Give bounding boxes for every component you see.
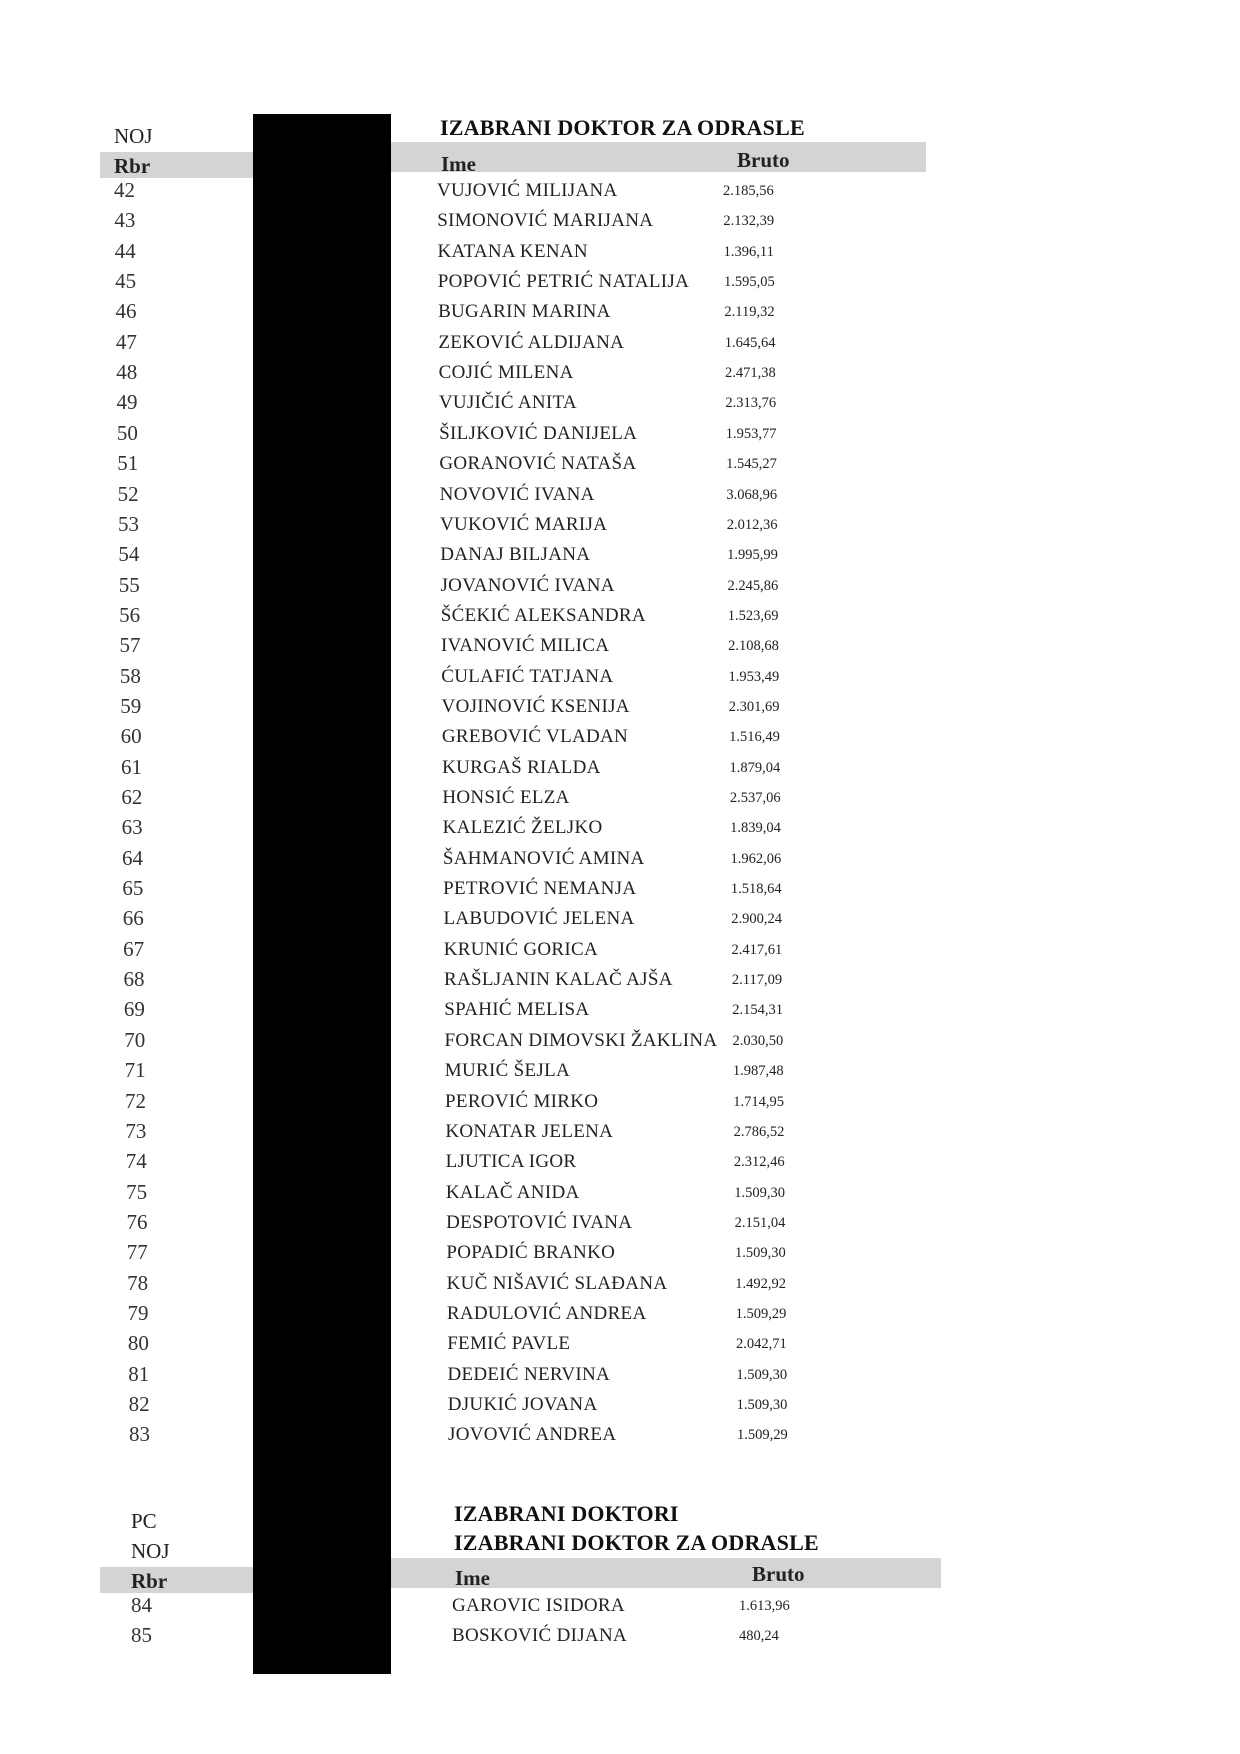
row-ime: ŠILJKOVIĆ DANIJELA [439, 422, 638, 444]
row-bruto: 1.509,30 [736, 1366, 788, 1383]
row-ime: KUČ NIŠAVIĆ SLAĐANA [446, 1272, 668, 1294]
row-bruto: 2.786,52 [733, 1123, 785, 1140]
row-bruto: 1.613,96 [739, 1598, 790, 1614]
row-rbr: 47 [115, 329, 137, 354]
section2-label-pc: PC [131, 1509, 157, 1533]
row-bruto: 1.509,29 [737, 1427, 788, 1444]
row-ime: RADULOVIĆ ANDREA [446, 1302, 647, 1324]
row-rbr: 55 [118, 572, 140, 597]
row-rbr: 46 [115, 299, 137, 324]
row-rbr: 51 [117, 451, 139, 476]
row-rbr: 43 [114, 208, 136, 233]
row-bruto: 1.645,64 [724, 334, 776, 351]
row-bruto: 2.417,61 [731, 941, 783, 958]
row-rbr: 60 [120, 724, 142, 749]
row-bruto: 2.471,38 [725, 365, 776, 382]
row-bruto: 1.953,49 [728, 668, 780, 685]
row-rbr: 84 [131, 1593, 152, 1617]
row-bruto: 2.151,04 [734, 1214, 786, 1231]
row-rbr: 85 [131, 1623, 152, 1647]
row-rbr: 66 [122, 906, 144, 931]
section1-col-bruto: Bruto [737, 148, 790, 172]
row-ime: ŠĆEKIĆ ALEKSANDRA [440, 604, 646, 626]
row-ime: PEROVIĆ MIRKO [445, 1090, 599, 1112]
row-ime: KALAČ ANIDA [445, 1181, 580, 1203]
row-bruto: 1.962,06 [730, 850, 782, 867]
row-bruto: 2.301,69 [728, 698, 780, 715]
row-rbr: 68 [123, 967, 145, 992]
row-ime: ĆULAFIĆ TATJANA [441, 665, 614, 687]
row-rbr: 58 [119, 663, 141, 688]
row-bruto: 1.509,30 [736, 1397, 788, 1413]
row-bruto: 1.523,69 [727, 607, 779, 624]
row-rbr: 69 [123, 997, 145, 1022]
row-bruto: 2.185,56 [723, 183, 774, 199]
row-rbr: 52 [117, 481, 139, 506]
row-bruto: 1.714,95 [733, 1093, 784, 1110]
row-ime: MURIĆ ŠEJLA [444, 1060, 570, 1082]
row-bruto: 1.879,04 [729, 759, 781, 776]
row-ime: HONSIĆ ELZA [442, 787, 570, 808]
row-rbr: 82 [128, 1392, 150, 1416]
row-rbr: 74 [125, 1149, 147, 1174]
section2-title-2: IZABRANI DOKTOR ZA ODRASLE [454, 1530, 819, 1555]
row-ime: DESPOTOVIĆ IVANA [446, 1211, 633, 1233]
row-bruto: 1.509,29 [735, 1305, 787, 1322]
row-ime: SPAHIĆ MELISA [444, 999, 590, 1021]
row-ime: SIMONOVIĆ MARIJANA [437, 210, 654, 232]
section2-col-rbr: Rbr [131, 1569, 168, 1593]
row-ime: RAŠLJANIN KALAČ AJŠA [443, 969, 673, 991]
section2-header-bar-left [100, 1567, 253, 1593]
row-rbr: 56 [119, 602, 141, 627]
row-bruto: 1.518,64 [730, 881, 782, 898]
row-rbr: 64 [122, 845, 144, 870]
row-bruto: 3.068,96 [726, 486, 778, 503]
row-bruto: 1.545,27 [726, 456, 777, 473]
row-bruto: 1.492,92 [735, 1275, 787, 1292]
row-rbr: 75 [126, 1179, 148, 1204]
row-ime: VUKOVIĆ MARIJA [439, 513, 608, 535]
row-bruto: 2.119,32 [724, 304, 775, 321]
row-bruto: 2.154,31 [732, 1002, 783, 1019]
row-rbr: 53 [118, 511, 140, 536]
row-rbr: 76 [126, 1209, 148, 1234]
row-ime: NOVOVIĆ IVANA [439, 483, 595, 505]
row-bruto: 2.900,24 [731, 911, 782, 928]
row-ime: VUJIČIĆ ANITA [438, 392, 577, 414]
row-rbr: 59 [120, 693, 142, 718]
row-bruto: 2.012,36 [726, 516, 778, 533]
redaction-bar [253, 114, 391, 1674]
row-bruto: 2.030,50 [732, 1032, 784, 1049]
row-rbr: 62 [121, 785, 143, 809]
row-ime: KALEZIĆ ŽELJKO [442, 817, 603, 839]
row-rbr: 79 [127, 1300, 149, 1325]
section1-col-rbr: Rbr [114, 154, 151, 178]
row-ime: KURGAŠ RIALDA [442, 756, 601, 778]
row-rbr: 73 [125, 1118, 147, 1143]
row-ime: KONATAR JELENA [445, 1120, 614, 1142]
row-rbr: 50 [116, 420, 138, 445]
row-rbr: 78 [127, 1270, 149, 1295]
row-bruto: 2.312,46 [733, 1154, 785, 1171]
row-ime: POPOVIĆ PETRIĆ NATALIJA [437, 271, 690, 293]
row-ime: JOVOVIĆ ANDREA [448, 1424, 617, 1446]
row-rbr: 54 [118, 542, 140, 567]
row-ime: DANAJ BILJANA [440, 544, 591, 566]
row-ime: FORCAN DIMOVSKI ŽAKLINA [444, 1029, 718, 1051]
row-bruto: 2.042,71 [735, 1336, 787, 1353]
row-bruto: 1.987,48 [732, 1063, 784, 1080]
row-rbr: 63 [121, 815, 143, 840]
row-ime: BUGARIN MARINA [438, 301, 611, 323]
row-bruto: 2.313,76 [725, 395, 777, 412]
row-bruto: 2.245,86 [727, 577, 779, 594]
row-ime: PETROVIĆ NEMANJA [443, 878, 637, 900]
row-ime: LJUTICA IGOR [445, 1151, 577, 1173]
row-rbr: 42 [114, 178, 135, 202]
row-ime: GAROVIC ISIDORA [452, 1595, 625, 1616]
row-ime: KRUNIĆ GORICA [443, 938, 599, 960]
row-ime: ŠAHMANOVIĆ AMINA [442, 847, 645, 869]
section2-label-noj: NOJ [131, 1539, 170, 1563]
row-ime: VOJINOVIĆ KSENIJA [441, 695, 630, 717]
row-rbr: 61 [120, 754, 142, 779]
row-bruto: 1.995,99 [727, 547, 778, 564]
row-ime: DJUKIĆ JOVANA [447, 1394, 598, 1415]
row-bruto: 1.509,30 [734, 1245, 786, 1262]
row-ime: POPADIĆ BRANKO [446, 1242, 616, 1264]
row-ime: KATANA KENAN [437, 240, 588, 262]
row-ime: GREBOVIĆ VLADAN [441, 726, 629, 748]
row-bruto: 1.509,30 [734, 1184, 786, 1201]
section1-title: IZABRANI DOKTOR ZA ODRASLE [440, 115, 805, 140]
row-rbr: 48 [116, 360, 138, 385]
section1-label-noj: NOJ [114, 124, 153, 148]
row-rbr: 81 [128, 1361, 150, 1386]
row-bruto: 480,24 [739, 1628, 779, 1644]
section2-title-1: IZABRANI DOKTORI [454, 1501, 679, 1526]
section2-col-ime: Ime [455, 1566, 490, 1590]
row-bruto: 1.953,77 [725, 425, 777, 442]
row-rbr: 67 [123, 936, 145, 961]
row-bruto: 2.108,68 [728, 638, 779, 655]
row-ime: JOVANOVIĆ IVANA [440, 574, 615, 596]
row-ime: BOSKOVIĆ DIJANA [452, 1625, 627, 1646]
row-ime: VUJOVIĆ MILIJANA [437, 180, 618, 201]
row-ime: IVANOVIĆ MILICA [441, 635, 610, 657]
row-bruto: 1.839,04 [730, 820, 781, 837]
row-rbr: 80 [127, 1331, 149, 1356]
row-ime: DEDEIĆ NERVINA [447, 1363, 611, 1385]
row-bruto: 2.132,39 [723, 213, 775, 230]
row-ime: FEMIĆ PAVLE [447, 1333, 571, 1355]
row-rbr: 49 [116, 390, 138, 415]
row-ime: ZEKOVIĆ ALDIJANA [438, 331, 625, 353]
row-ime: LABUDOVIĆ JELENA [443, 908, 635, 930]
row-rbr: 72 [124, 1088, 146, 1113]
row-rbr: 77 [126, 1240, 148, 1265]
row-rbr: 45 [115, 269, 137, 294]
row-rbr: 65 [122, 876, 144, 901]
row-ime: GORANOVIĆ NATAŠA [439, 453, 637, 475]
row-bruto: 2.537,06 [729, 790, 781, 806]
row-rbr: 71 [124, 1058, 146, 1083]
row-rbr: 70 [124, 1027, 146, 1052]
row-bruto: 1.595,05 [724, 274, 775, 291]
section2-col-bruto: Bruto [752, 1562, 805, 1586]
row-bruto: 2.117,09 [731, 972, 783, 989]
row-rbr: 83 [129, 1422, 150, 1447]
row-rbr: 57 [119, 633, 141, 658]
section1-col-ime: Ime [441, 152, 476, 176]
row-bruto: 1.516,49 [729, 729, 780, 746]
row-ime: COJIĆ MILENA [438, 362, 574, 384]
row-rbr: 44 [114, 238, 136, 263]
row-bruto: 1.396,11 [723, 243, 774, 260]
